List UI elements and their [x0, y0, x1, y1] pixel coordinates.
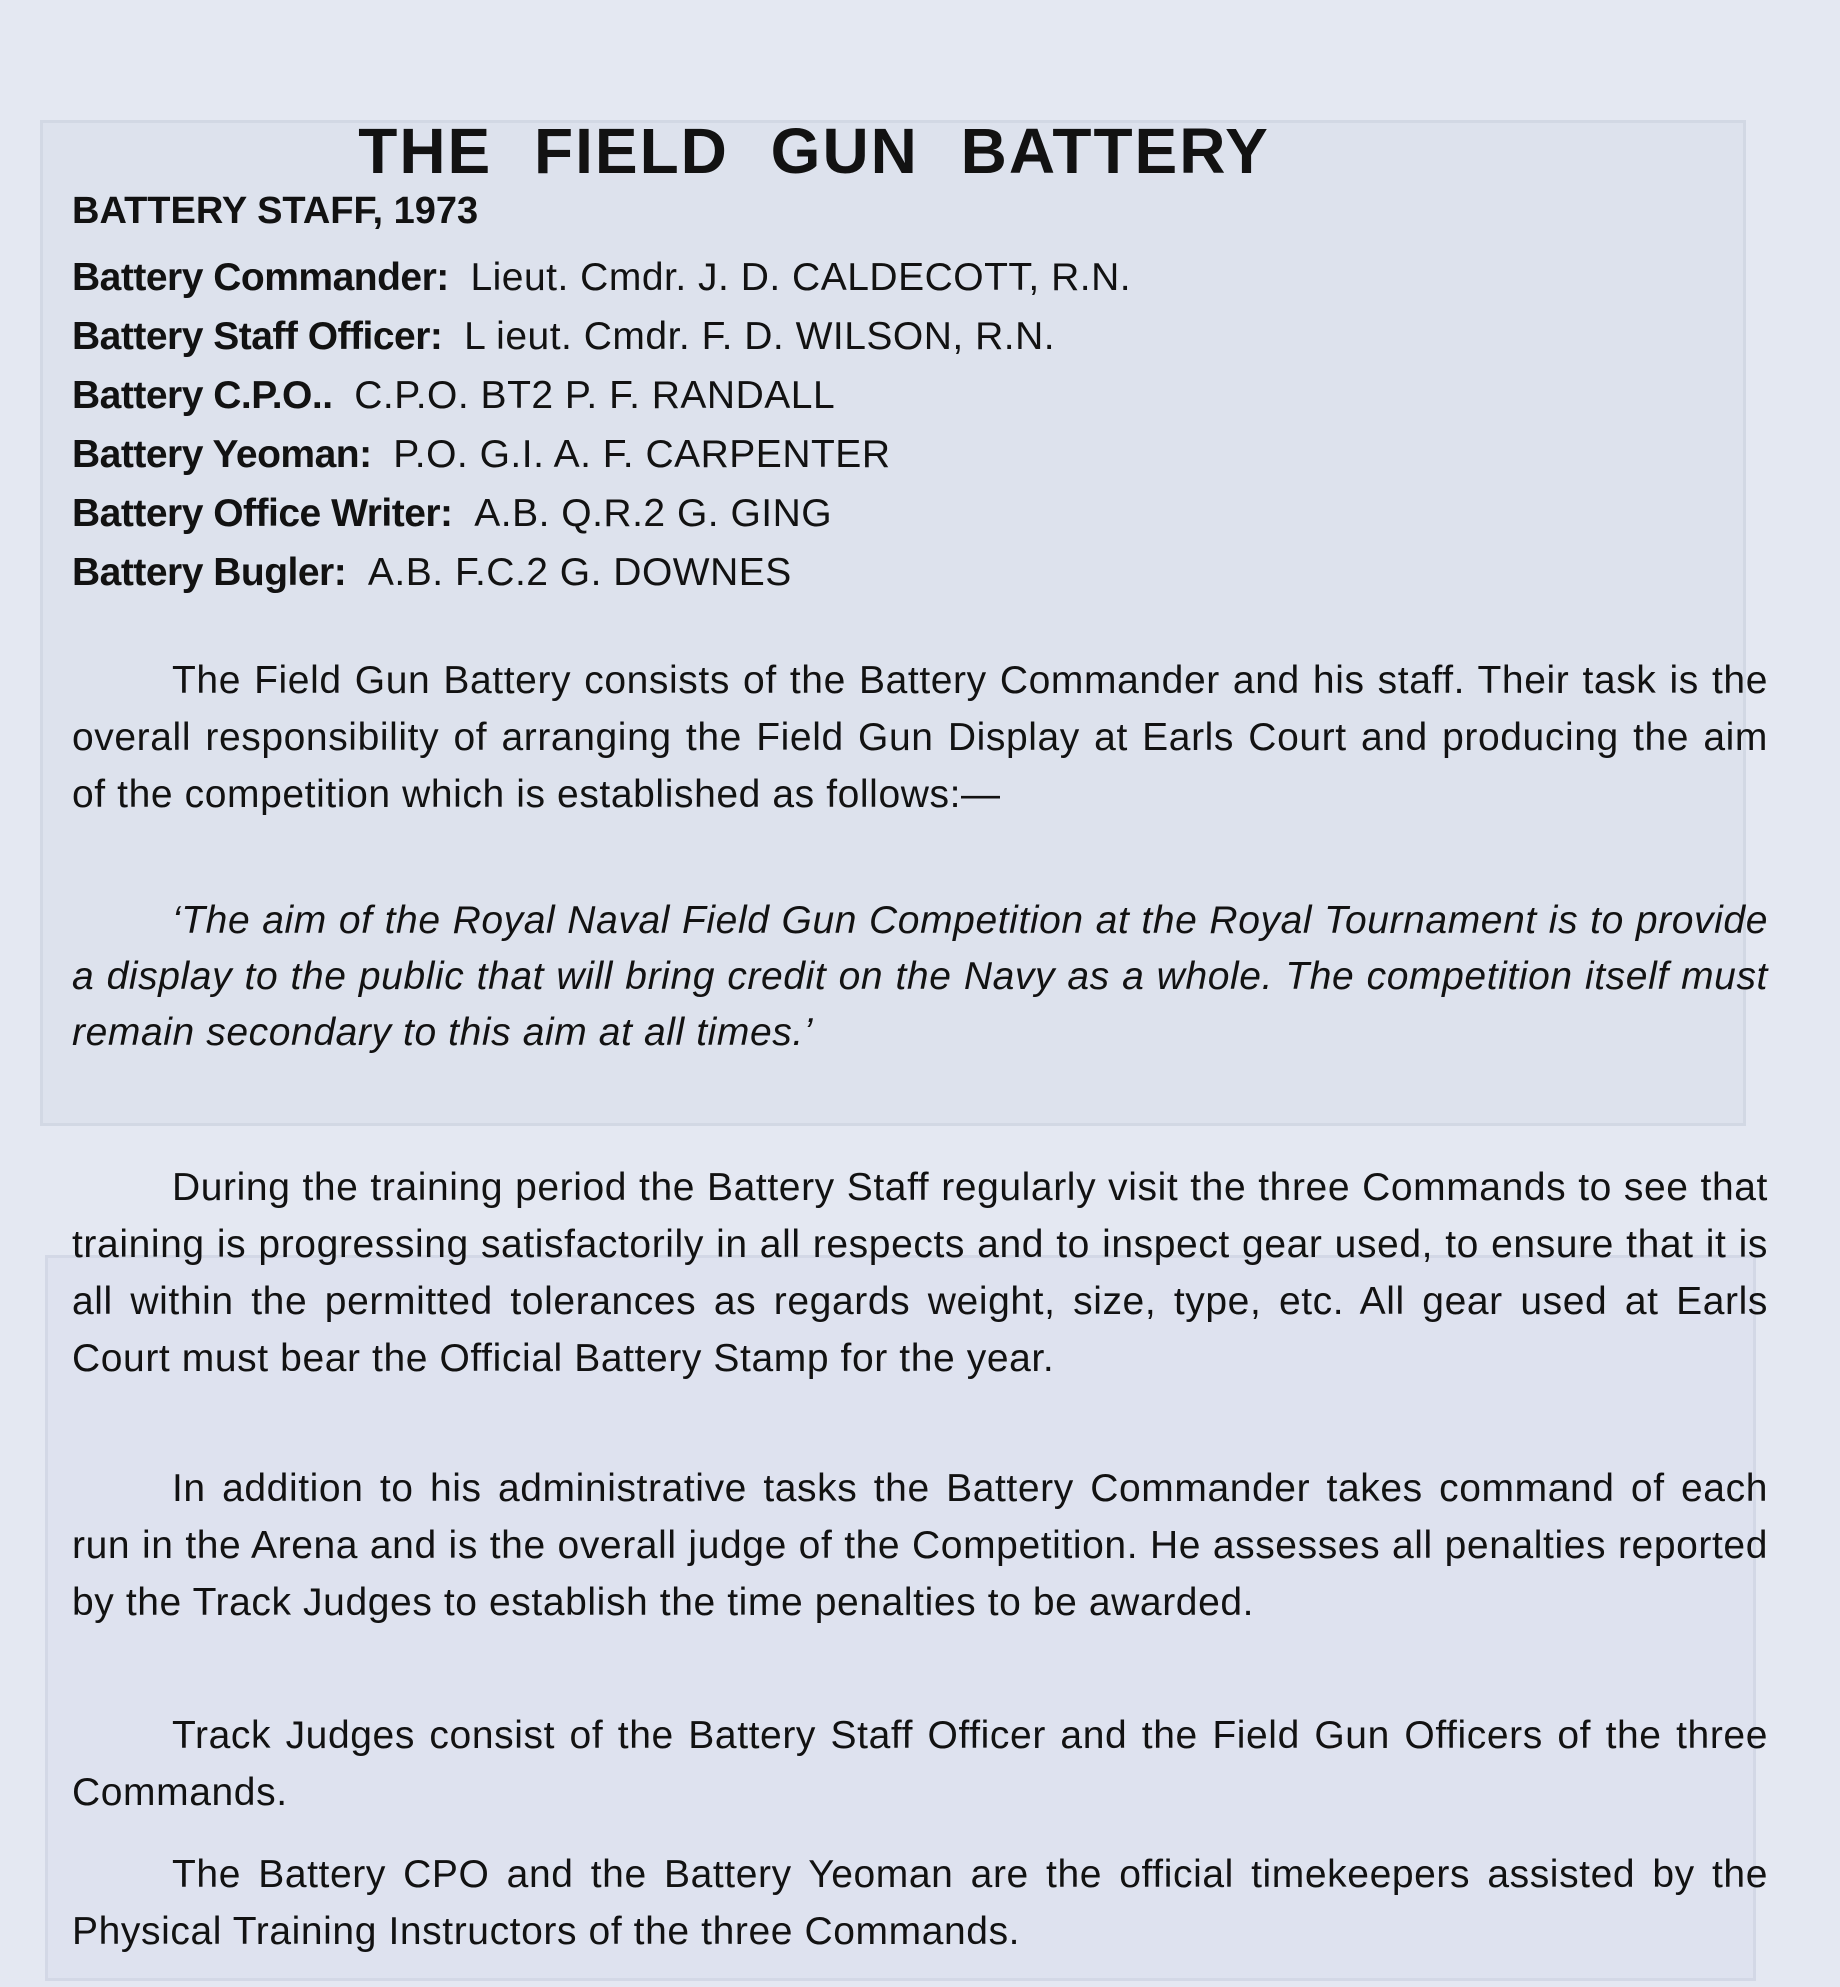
- staff-row: [72, 488, 1131, 547]
- staff-heading: BATTERY STAFF, 1973: [72, 190, 479, 232]
- staff-row: [72, 252, 1131, 311]
- aim-quote: ‘The aim of the Royal Naval Field Gun Competition at the Royal Tournament is to provide a display to the public that will bring credit on the Navy as a whole. The competition itself must remain secondary to this aim at all times.’: [72, 899, 1768, 1054]
- staff-name: A.B. Q.R.2 G. GING: [474, 492, 833, 535]
- staff-role: Battery C.P.O..: [72, 374, 333, 417]
- body-paragraph: In addition to his administrative tasks the Battery Commander takes command of each run in the Arena and is the overall judge of the Competition. He assesses all penalties reported by the Track Judges to establish the time penalties to be awarded.: [72, 1467, 1768, 1624]
- staff-row: [72, 370, 1131, 429]
- staff-role: Battery Office Writer:: [72, 492, 453, 535]
- staff-role: Battery Commander:: [72, 256, 449, 299]
- staff-role: Battery Bugler:: [72, 551, 347, 594]
- staff-row: [72, 311, 1131, 370]
- staff-role: Battery Yeoman:: [72, 433, 372, 476]
- staff-name: P.O. G.I. A. F. CARPENTER: [393, 433, 891, 476]
- staff-role: Battery Staff Officer:: [72, 315, 443, 358]
- staff-row: [72, 429, 1131, 488]
- staff-name: Lieut. Cmdr. J. D. CALDECOTT, R.N.: [470, 256, 1132, 299]
- body-paragraph: Track Judges consist of the Battery Staff Officer and the Field Gun Officers of the three Commands.: [72, 1714, 1768, 1814]
- staff-name: C.P.O. BT2 P. F. RANDALL: [354, 374, 836, 417]
- body-paragraph: During the training period the Battery Staff regularly visit the three Commands to see that training is progressing satisfactorily in all respects and to inspect gear used, to ensure that it is all within the permitted tolerances as regards weight, size, type, etc. All gear used at Earls Court must bear the Official Battery Stamp for the year.: [72, 1166, 1768, 1380]
- staff-list: [72, 252, 1131, 606]
- body-paragraph: The Field Gun Battery consists of the Battery Commander and his staff. Their task is the overall responsibility of arranging the Field Gun Display at Earls Court and producing the aim of the competition which is established as follows:—: [72, 659, 1768, 816]
- staff-name: A.B. F.C.2 G. DOWNES: [367, 551, 792, 594]
- body-paragraph: The Battery CPO and the Battery Yeoman are the official timekeepers assisted by the Physical Training Instructors of the three Commands.: [72, 1853, 1768, 1953]
- page-title: THE FIELD GUN BATTERY: [358, 114, 1270, 187]
- staff-row: [72, 547, 1131, 606]
- staff-name: L ieut. Cmdr. F. D. WILSON, R.N.: [464, 315, 1056, 358]
